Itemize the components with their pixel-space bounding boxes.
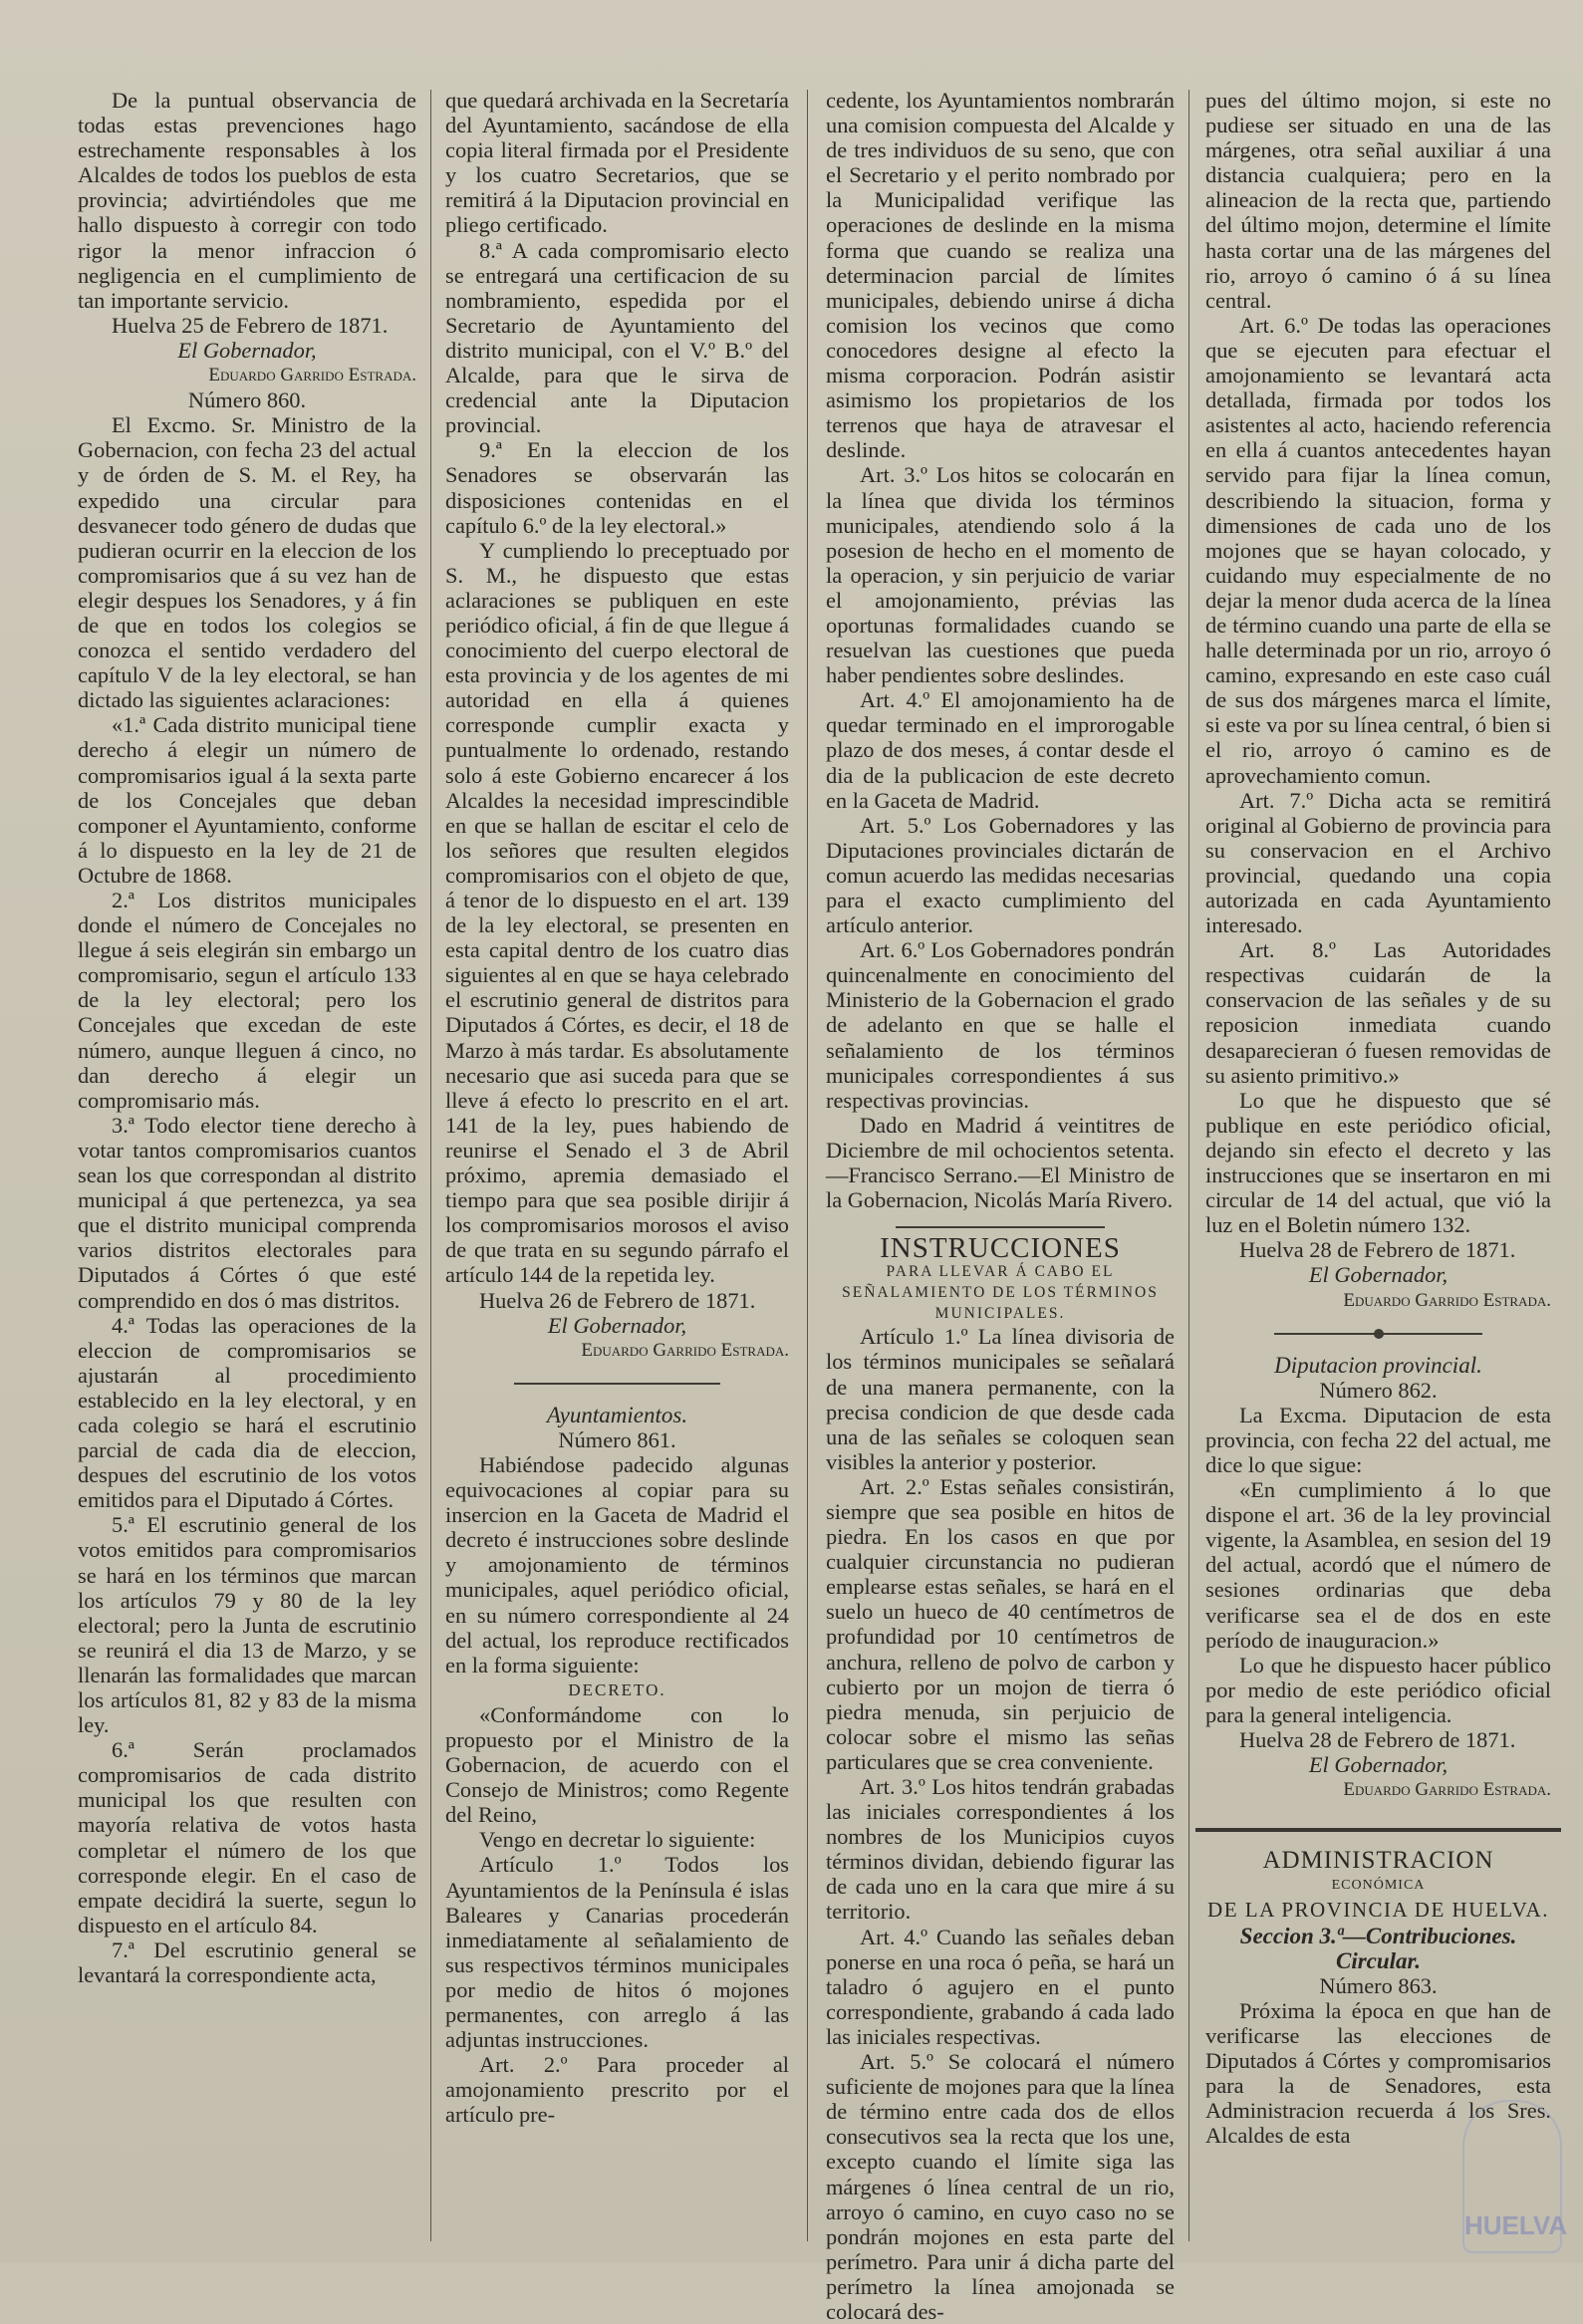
paragraph: Lo que he dispuesto que sé publique en este periódico oficial, dejando sin efecto el decreto y las instrucciones que se insertaron en mi circular de 14 del actual, que vió la luz en el Boletin número 132.	[1205, 1087, 1551, 1238]
notice-number: Número 860.	[187, 387, 307, 413]
signature-name: Eduardo Garrido Estrada.	[208, 365, 416, 387]
paragraph: Artículo 1.º La línea divisoria de los términos municipales se señalará de una manera permanente, con la precisa condicion de que desde cada una de las señales se coloquen sean visibles la anterior y posterior.	[826, 1324, 1175, 1474]
section-separator	[1195, 1828, 1561, 1832]
paragraph: 3.ª Todo elector tiene derecho à votar tantos compromisarios cuantos sean los que correspondan al distrito municipal á que pertenezca, ya sea que el distrito municipal comprenda varios distritos electorales para Diputados á Córtes ó que esté comprendido en dos ó mas distritos.	[78, 1112, 416, 1313]
date-line: Huelva 26 de Febrero de 1871.	[479, 1287, 756, 1313]
column-rule	[430, 90, 431, 2241]
paragraph: Art. 4.º Cuando las señales deban ponerse en una roca ó peña, se hará un taladro ó agujero en el punto correspondiente, grabando á cada lado las iniciales respectivas.	[826, 1924, 1175, 2049]
section-heading: Seccion 3.ª—Contribuciones.	[1239, 1923, 1517, 1948]
paragraph: 2.ª Los distritos municipales donde el número de Concejales no llegue á seis elegirán sin embargo un compromisario, segun el artículo 133 de la ley electoral; pero los Concejales que excedan de este número, aunque lleguen á cinco, no dan derecho á elegir un compromisario más.	[78, 888, 416, 1113]
paragraph: Art. 7.º Dicha acta se remitirá original al Gobierno de provincia para su conservacion en el Archivo provincial, quedando una copia autorizada en cada Ayuntamiento interesado.	[1205, 787, 1551, 938]
date-line: Huelva 28 de Febrero de 1871.	[1239, 1727, 1516, 1752]
paragraph: que quedará archivada en la Secretaría del Ayuntamiento, sacándose de ella copia literal firmada por el Presidente y los cuatro Secretarios, que se remitirá á la Diputacion provincial en pliego certificado.	[445, 88, 789, 238]
signature-title: El Gobernador,	[1308, 1752, 1449, 1778]
library-stamp	[1462, 2100, 1568, 2253]
paragraph: 6.ª Serán proclamados compromisarios de cada distrito municipal los que resulten con mayoría relativa de votos hasta completar el número de los que corresponde elegir. En el caso de empate decidirá la suerte, segun lo dispuesto en el artículo 84.	[78, 1737, 416, 1937]
signature-name: Eduardo Garrido Estrada.	[581, 1339, 789, 1361]
paragraph: Art. 2.º Para proceder al amojonamiento prescrito por el artículo pre-	[445, 2052, 789, 2128]
column-3	[826, 88, 1175, 2324]
paragraph: 7.ª Del escrutinio general se levantará la correspondiente acta,	[78, 1937, 416, 1988]
instructions-title: INSTRUCCIONES	[880, 1232, 1121, 1265]
paragraph: Habiéndose padecido algunas equivocaciones al copiar para su insercion en la Gaceta de Madrid el decreto é instrucciones sobre deslinde y amojonamiento de términos municipales, aquel periódico oficial, en su número correspondiente al 24 del actual, los reproduce rectificados en la forma siguiente:	[445, 1451, 789, 1678]
column-2	[445, 88, 789, 2251]
paragraph: Próxima la época en que han de verificarse las elecciones de Diputados á Córtes y compromisarios para la de Senadores, esta Administracion recuerda á los Sres. Alcaldes de esta	[1205, 1997, 1551, 2149]
column-rule	[807, 90, 808, 2241]
divider-rule	[514, 1381, 720, 1387]
administration-province: DE LA PROVINCIA DE HUELVA.	[1207, 1898, 1549, 1923]
signature-title: El Gobernador,	[547, 1312, 687, 1338]
divider-rule	[896, 1224, 1105, 1230]
paragraph: 9.ª En la eleccion de los Senadores se observarán las disposiciones contenidas en el capítulo 6.º de la ley electoral.»	[445, 437, 789, 538]
notice-number: Número 862.	[1319, 1377, 1438, 1403]
administration-title: ADMINISTRACION	[1262, 1847, 1494, 1875]
paragraph: Dado en Madrid á veintitres de Diciembre de mil ochocientos setenta.—Francisco Serrano.—El Ministro de la Gobernacion, Nicolás María Rivero.	[826, 1112, 1175, 1213]
paragraph: Art. 5.º Se colocará el número suficiente de mojones para que la línea de término entre cada dos de ellos consecutivos sea la recta que los une, excepto cuando el límite siga las márgenes ó línea central de un rio, arroyo ó camino, en cuyo caso no se pondrán mojones en esta parte del perímetro. Para unir á dicha parte del perímetro la línea amojonada se colocará des-	[826, 2049, 1175, 2324]
signature-name: Eduardo Garrido Estrada.	[1343, 1779, 1551, 1801]
administration-subtitle: ECONÓMICA	[1331, 1878, 1426, 1894]
paragraph: De la puntual observancia de todas estas prevenciones hago estrechamente responsables à los Alcaldes de todos los pueblos de esta provincia; advirtiéndoles que me hallo dispuesto à corregir con todo rigor la menor infraccion ó negligencia en el cumplimiento de tan importante servicio.	[78, 88, 416, 313]
section-heading: Diputacion provincial.	[1274, 1352, 1482, 1378]
paragraph: Art. 8.º Las Autoridades respectivas cuidarán de la conservacion de las señales y de su reposicion inmediata cuando desaparecieran ó fuesen removidas de su asiento primitivo.»	[1205, 937, 1551, 1088]
paragraph: «Conformándome con lo propuesto por el Ministro de la Gobernacion, de acuerdo con el Consejo de Ministros; como Regente del Reino,	[445, 1701, 789, 1828]
paragraph: El Excmo. Sr. Ministro de la Gobernacion, con fecha 23 del actual y de órden de S. M. el Rey, ha expedido una circular para desvanecer todo género de dudas que pudieran ocurrir en la eleccion de los compromisarios que á su vez han de elegir despues los Senadores, y á fin de que en todos los colegios se conozca el sentido verdadero del capítulo V de la ley electoral, se han dictado las siguientes aclaraciones:	[78, 412, 416, 713]
divider-ornament	[1274, 1331, 1481, 1337]
paragraph: Art. 3.º Los hitos se colocarán en la línea que divida los términos municipales, atendiendo solo á la posesion de hecho en el momento de la operacion, y sin perjuicio de variar el amojonamiento, prévias las oportunas formalidades cuando se resuelvan las cuestiones que pueda haber pendientes sobre deslindes.	[826, 462, 1175, 688]
paragraph: «En cumplimiento á lo que dispone el art. 36 de la ley provincial vigente, la Asamblea, en sesion del 19 del actual, acordó que el número de sesiones ordinarias que deba verificarse sea el de dos en este período de inauguracion.»	[1205, 1477, 1551, 1653]
stamp-label: HUELVA	[1464, 2210, 1568, 2240]
paragraph: «1.ª Cada distrito municipal tiene derecho á elegir un número de compromisarios igual á la sexta parte de los Concejales que deban componer el Ayuntamiento, conforme á lo dispuesto en la ley de 21 de Octubre de 1868.	[78, 712, 416, 888]
paragraph: Art. 4.º El amojonamiento ha de quedar terminado en el improrogable plazo de dos meses, á contar desde el dia de la publicacion de este decreto en la Gaceta de Madrid.	[826, 687, 1175, 813]
paragraph: Art. 5.º Los Gobernadores y las Diputaciones provinciales dictarán de comun acuerdo las medidas necesarias para el exacto cumplimiento del artículo anterior.	[826, 812, 1175, 938]
paragraph: Art. 2.º Estas señales consistirán, siempre que sea posible en hitos de piedra. En los casos en que por cualquier circunstancia no pudieran emplearse estas señales, se hará en el suelo un hueco de 40 centímetros de profundidad por 10 centímetros de anchura, relleno de polvo de carbon y cubierto por un mojon de tierra ó piedra menuda, sin perjuicio de colocar sobre el mismo las señas particulares que se crea conveniente.	[826, 1473, 1175, 1774]
paragraph: Y cumpliendo lo preceptuado por S. M., he dispuesto que estas aclaraciones se publiquen en este periódico oficial, á fin de que llegue á conocimiento del cuerpo electoral de esta provincia y de los agentes de mi autoridad en ella á quienes corresponde cumplir exacta y puntualmente lo ordenado, restando solo á este Gobierno encarecer á los Alcaldes la necesidad imprescindible en que se hallan de escitar el celo de los señores que resulten elegidos compromisarios con el objeto de que, á tenor de lo dispuesto en el art. 139 de la ley electoral, se presenten en esta capital dentro de los cuatro dias siguientes al en que se haya celebrado el escrutinio general de distritos para Diputados á Córtes, es decir, el 18 de Marzo à más tardar. Es absolutamente necesario que asi suceda para que se lleve á efecto lo prescrito en el art. 141 de la ley, pues habiendo de reunirse el Senado el 3 de Abril próximo, apremia demasiado el tiempo para que sea posible dirijir á los compromisarios morosos el aviso de que trata en su segundo párrafo el artículo 144 de la repetida ley.	[445, 537, 789, 1288]
section-heading: Ayuntamientos.	[546, 1402, 688, 1427]
circular-heading: Circular.	[1335, 1947, 1421, 1973]
column-rule	[1188, 90, 1189, 2241]
paragraph: Art. 6.º De todas las operaciones que se ejecuten para efectuar el amojonamiento se levantará acta detallada, firmada por todos los asistentes al acto, haciendo referencia en ella á cuantos antecedentes hayan servido para fijar la línea comun, describiendo la situacion, forma y dimensiones de cada uno de los mojones que se hayan colocado, y cuidando muy especialmente de no dejar la menor duda acerca de la línea de término cuando una parte de ella se halle determinada por un rio, arroyo ó camino, expresando en este caso cuál de sus dos márgenes marca el límite, si este va por su línea central, ó bien si el rio, arroyo ó camino es de aprovechamiento comun.	[1205, 312, 1551, 788]
paragraph: Vengo en decretar lo siguiente:	[479, 1827, 756, 1853]
date-line: Huelva 25 de Febrero de 1871.	[112, 312, 389, 338]
date-line: Huelva 28 de Febrero de 1871.	[1239, 1237, 1516, 1263]
paragraph: cedente, los Ayuntamientos nombrarán una comision compuesta del Alcalde y de tres individuos de su seno, que con el Secretario y el perito nombrado por la Municipalidad verifique las operaciones de deslinde en la misma forma que cuando se realiza una determinacion parcial de límites municipales, debiendo unirse á dicha comision los vecinos que como conocedores designe al efecto la misma corporacion. Podrán asistir asimismo los propietarios de los terrenos que haya de atravesar el deslinde.	[826, 88, 1175, 463]
paragraph: 4.ª Todas las operaciones de la eleccion de compromisarios se ajustarán al procedimiento establecido en la ley electoral, y en cada colegio se hará el escrutinio parcial de cada dia de eleccion, despues del escrutinio de los votos emitidos para el Diputado á Córtes.	[78, 1312, 416, 1513]
notice-number: Número 861.	[558, 1426, 676, 1452]
signature-title: El Gobernador,	[1308, 1262, 1449, 1288]
signature-title: El Gobernador,	[177, 337, 317, 363]
paragraph: 8.ª A cada compromisario electo se entregará una certificacion de su nombramiento, espedida por el Secretario de Ayuntamiento del distrito municipal, con el V.º B.º del Alcalde, para que le sirva de credencial ante la Diputacion provincial.	[445, 237, 789, 438]
paragraph: Art. 6.º Los Gobernadores pondrán quincenalmente en conocimiento del Ministerio de la Gobernacion el grado de adelanto en que se halle el señalamiento de los términos municipales correspondientes á sus respectivas provincias.	[826, 937, 1175, 1113]
paragraph: Art. 3.º Los hitos tendrán grabadas las iniciales correspondientes á los nombres de los Municipios cuyos términos dividan, debiendo figurar las de cada uno en la cara que mire á su territorio.	[826, 1774, 1175, 1925]
notice-number: Número 863.	[1319, 1972, 1438, 1998]
column-1	[78, 88, 416, 2251]
paragraph: Lo que he dispuesto hacer público por medio de este periódico oficial para la general inteligencia.	[1205, 1652, 1551, 1727]
paragraph: La Excma. Diputacion de esta provincia, con fecha 22 del actual, me dice lo que sigue:	[1205, 1402, 1551, 1477]
instructions-subtitle: PARA LLEVAR Á CABO EL SEÑALAMIENTO DE LOS TÉRMINOS MUNICIPALES.	[842, 1263, 1159, 1323]
column-4	[1205, 88, 1551, 2251]
signature-name: Eduardo Garrido Estrada.	[1343, 1289, 1551, 1311]
paragraph: pues del último mojon, si este no pudiese ser situado en una de las márgenes, otra señal auxiliar á una distancia cualquiera; pero en la alineacion de la recta que, partiendo del último mojon, determine el límite hasta cortar una de las márgenes del rio, arroyo ó camino ó á su línea central.	[1205, 88, 1551, 313]
paragraph: 5.ª El escrutinio general de los votos emitidos para compromisarios se hará en los términos que marcan los artículos 79 y 80 de la ley electoral; pero la Junta de escrutinio se reunirá el dia 13 de Marzo, y se llenarán las formalidades que marcan los artículos 81, 82 y 83 de la misma ley.	[78, 1512, 416, 1738]
paragraph: Artículo 1.º Todos los Ayuntamientos de la Península é islas Baleares y Canarias procederán inmediatamente al señalamiento de sus respectivos términos municipales por medio de hitos ó mojones permanentes, con arreglo á las adjuntas instrucciones.	[445, 1852, 789, 2053]
decree-heading: DECRETO.	[568, 1679, 666, 1699]
